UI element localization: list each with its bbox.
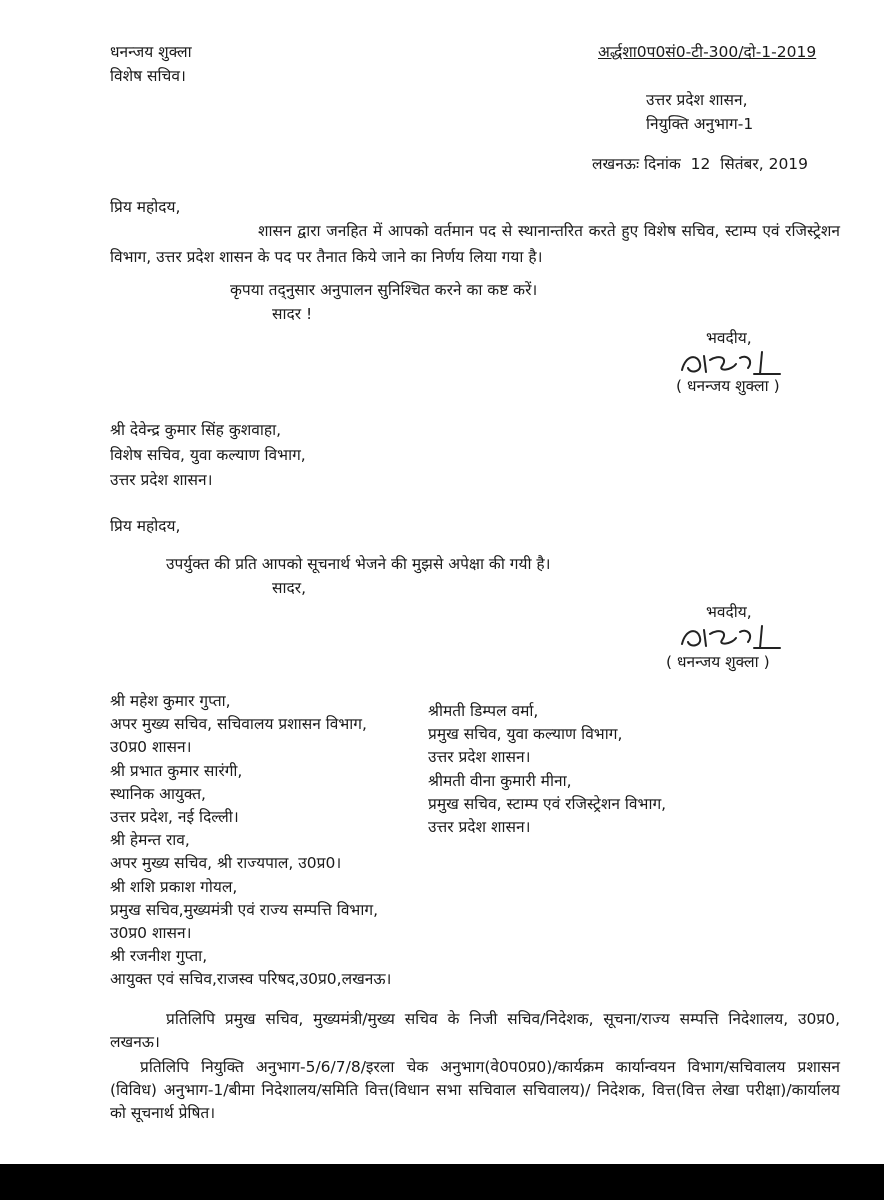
copy-left-line: उ0प्र0 शासन। — [110, 738, 192, 757]
date-line: लखनऊः दिनांक 12 सितंबर, 2019 — [592, 155, 809, 173]
closing-2: भवदीय, — [706, 603, 752, 621]
copy-left-line: श्री हेमन्त राव, — [110, 831, 190, 850]
copy-list-left — [110, 690, 391, 992]
copy-right-line: प्रमुख सचिव, स्टाम्प एवं रजिस्ट्रेशन विभाग, — [428, 794, 667, 813]
letter-body-2: उपर्युक्त की प्रति आपको सूचनार्थ भेजने की मुझसे अपेक्षा की गयी है। — [166, 555, 551, 573]
office-line-2: नियुक्ति अनुभाग-1 — [646, 115, 754, 133]
signatory-name-2: ( धनन्जय शुक्ला ) — [666, 653, 770, 671]
closing: भवदीय, — [706, 329, 752, 347]
copy-left-line: उ0प्र0 शासन। — [110, 924, 192, 943]
letter-body: शासन द्वारा जनहित में आपको वर्तमान पद से स्थानान्तरित करते हुए विशेष सचिव, स्टाम्प एवं रजिस्ट्रेशन विभाग, उत्तर प्रदेश शासन के पद पर तैनात किये जाने का निर्णय लिया गया है। — [110, 222, 840, 266]
office-line-1: उत्तर प्रदेश शासन, — [646, 91, 748, 109]
copy-left-line: आयुक्त एवं सचिव,राजस्व परिषद,उ0प्र0,लखनऊ। — [110, 970, 392, 989]
reference-number: अर्द्धशा0प0सं0-टी-300/दो-1-2019 — [598, 43, 817, 61]
copy-left-line: उत्तर प्रदेश, नई दिल्ली। — [110, 808, 239, 827]
copy-left-line: श्री महेश कुमार गुप्ता, — [110, 692, 231, 710]
copy-left-line: स्थानिक आयुक्त, — [110, 784, 206, 803]
copy-left-line: श्री शशि प्रकाश गोयल, — [110, 877, 238, 896]
recipient-designation: विशेष सचिव, युवा कल्याण विभाग, — [110, 446, 306, 464]
copy-left-line: प्रमुख सचिव,मुख्यमंत्री एवं राज्य सम्पत्ति विभाग, — [110, 900, 378, 919]
compliance-request: कृपया तद्नुसार अनुपालन सुनिश्चित करने का कष्ट करें। — [230, 281, 538, 299]
copy-right-line: प्रमुख सचिव, युवा कल्याण विभाग, — [428, 725, 623, 744]
recipient-office: उत्तर प्रदेश शासन। — [110, 471, 213, 489]
bottom-black-bar — [0, 1164, 884, 1200]
sender-name: धनन्जय शुक्ला — [110, 43, 192, 61]
salutation: प्रिय महोदय, — [110, 198, 181, 216]
copy-right-line: श्रीमती वीना कुमारी मीना, — [428, 771, 572, 790]
copy-note-2: प्रतिलिपि नियुक्ति अनुभाग-5/6/7/8/इरला चेक अनुभाग(वे0प0प्र0)/कार्यक्रम कार्यान्वयन विभाग/सचिवालय प्रशासन (विविध) अनुभाग-1/बीमा निदेशालय/समिति वित्त(विधान सभा सचिवाल सचिवालय)/ निदेशक, वित्त(वित्त लेखा परीक्षा)/कार्यालय को सूचनार्थ प्रेषित। — [110, 1058, 840, 1122]
copy-left-line: श्री प्रभात कुमार सारंगी, — [110, 761, 243, 780]
signature-image-2 — [676, 622, 786, 652]
signatory-name: ( धनन्जय शुक्ला ) — [676, 377, 780, 395]
copy-left-line: अपर मुख्य सचिव, सचिवालय प्रशासन विभाग, — [110, 715, 367, 734]
copy-right-line: उत्तर प्रदेश शासन। — [428, 818, 531, 837]
copy-list-right — [428, 700, 666, 839]
copy-left-line: अपर मुख्य सचिव, श्री राज्यपाल, उ0प्र0। — [110, 854, 342, 873]
regards-2: सादर, — [272, 579, 306, 597]
sender-designation: विशेष सचिव। — [110, 67, 186, 85]
salutation-2: प्रिय महोदय, — [110, 517, 181, 535]
copy-left-line: श्री रजनीश गुप्ता, — [110, 947, 208, 966]
copy-note-1: प्रतिलिपि प्रमुख सचिव, मुख्यमंत्री/मुख्य सचिव के निजी सचिव/निदेशक, सूचना/राज्य सम्पत्ति निदेशालय, उ0प्र0, लखनऊ। — [110, 1010, 840, 1051]
recipient-name: श्री देवेन्द्र कुमार सिंह कुशवाहा, — [110, 421, 282, 439]
copy-right-line: उत्तर प्रदेश शासन। — [428, 748, 531, 767]
regards: सादर ! — [272, 305, 313, 323]
copy-right-line: श्रीमती डिम्पल वर्मा, — [428, 702, 539, 720]
